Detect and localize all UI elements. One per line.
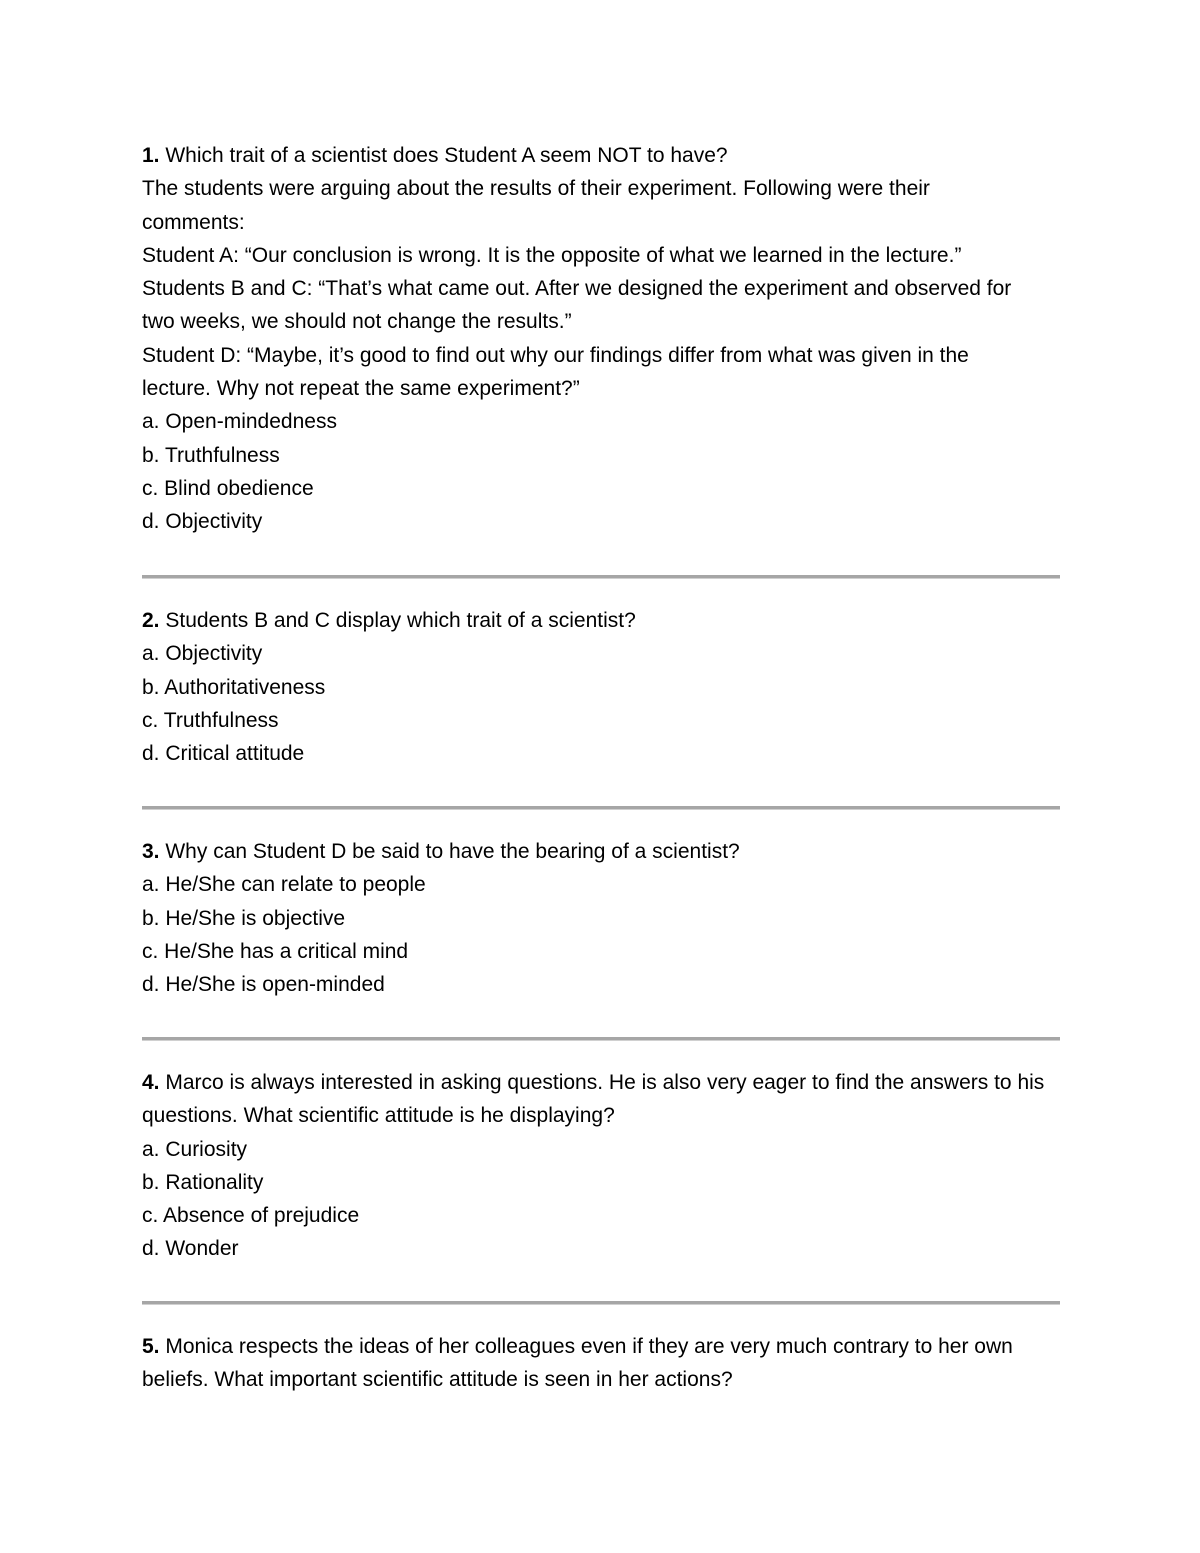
question-text: Students B and C display which trait of a scientist? <box>165 609 636 632</box>
question-5 <box>142 1330 1013 1397</box>
option-c: c. Truthfulness <box>142 708 279 732</box>
option-a: a. He/She can relate to people <box>142 873 426 897</box>
option-b: b. Truthfulness <box>142 443 280 467</box>
question-4-prompt <box>142 1066 1044 1099</box>
question-5-prompt <box>142 1330 1013 1363</box>
context-line: two weeks, we should not change the results.” <box>142 310 572 334</box>
question-number: 5. <box>142 1335 160 1358</box>
context-line: The students were arguing about the results of their experiment. Following were their <box>142 177 930 201</box>
option-c: c. Absence of prejudice <box>142 1204 360 1228</box>
option-b: b. Authoritativeness <box>142 675 326 699</box>
context-line: Students B and C: “That’s what came out. After we designed the experiment and observed for <box>142 277 1012 301</box>
option-c: c. He/She has a critical mind <box>142 939 409 963</box>
question-number: 3. <box>142 840 160 863</box>
divider <box>142 575 1060 579</box>
question-1 <box>142 139 1011 539</box>
option-a: a. Curiosity <box>142 1137 248 1161</box>
option-d: d. Wonder <box>142 1237 239 1261</box>
option-d: d. Critical attitude <box>142 742 305 766</box>
option-b: b. He/She is objective <box>142 906 346 930</box>
question-3-prompt <box>142 835 740 868</box>
option-a: a. Open-mindedness <box>142 410 337 434</box>
question-4 <box>142 1066 1044 1266</box>
context-line: comments: <box>142 210 245 234</box>
question-number: 4. <box>142 1071 160 1094</box>
context-line: lecture. Why not repeat the same experiment?” <box>142 377 580 401</box>
context-line: Student A: “Our conclusion is wrong. It is the opposite of what we learned in the lecture.” <box>142 243 962 267</box>
option-a: a. Objectivity <box>142 642 263 666</box>
option-c: c. Blind obedience <box>142 476 314 500</box>
question-text: Monica respects the ideas of her colleagues even if they are very much contrary to her own <box>165 1335 1013 1358</box>
question-1-prompt <box>142 139 1011 172</box>
question-text-continued: questions. What scientific attitude is he displaying? <box>142 1104 615 1128</box>
question-number: 2. <box>142 609 160 632</box>
question-text: Why can Student D be said to have the bearing of a scientist? <box>165 840 740 863</box>
option-b: b. Rationality <box>142 1170 264 1194</box>
question-2 <box>142 604 636 770</box>
context-line: Student D: “Maybe, it’s good to find out why our findings differ from what was given in the <box>142 343 969 367</box>
question-text: Which trait of a scientist does Student A seem NOT to have? <box>165 144 728 167</box>
question-3 <box>142 835 740 1001</box>
question-number: 1. <box>142 144 160 167</box>
question-text: Marco is always interested in asking questions. He is also very eager to find the answers to his <box>165 1071 1045 1094</box>
divider <box>142 1037 1060 1041</box>
option-d: d. He/She is open-minded <box>142 973 385 997</box>
question-text-continued: beliefs. What important scientific attitude is seen in her actions? <box>142 1368 733 1392</box>
option-d: d. Objectivity <box>142 510 263 534</box>
question-2-prompt <box>142 604 636 637</box>
divider <box>142 1301 1060 1305</box>
divider <box>142 806 1060 810</box>
